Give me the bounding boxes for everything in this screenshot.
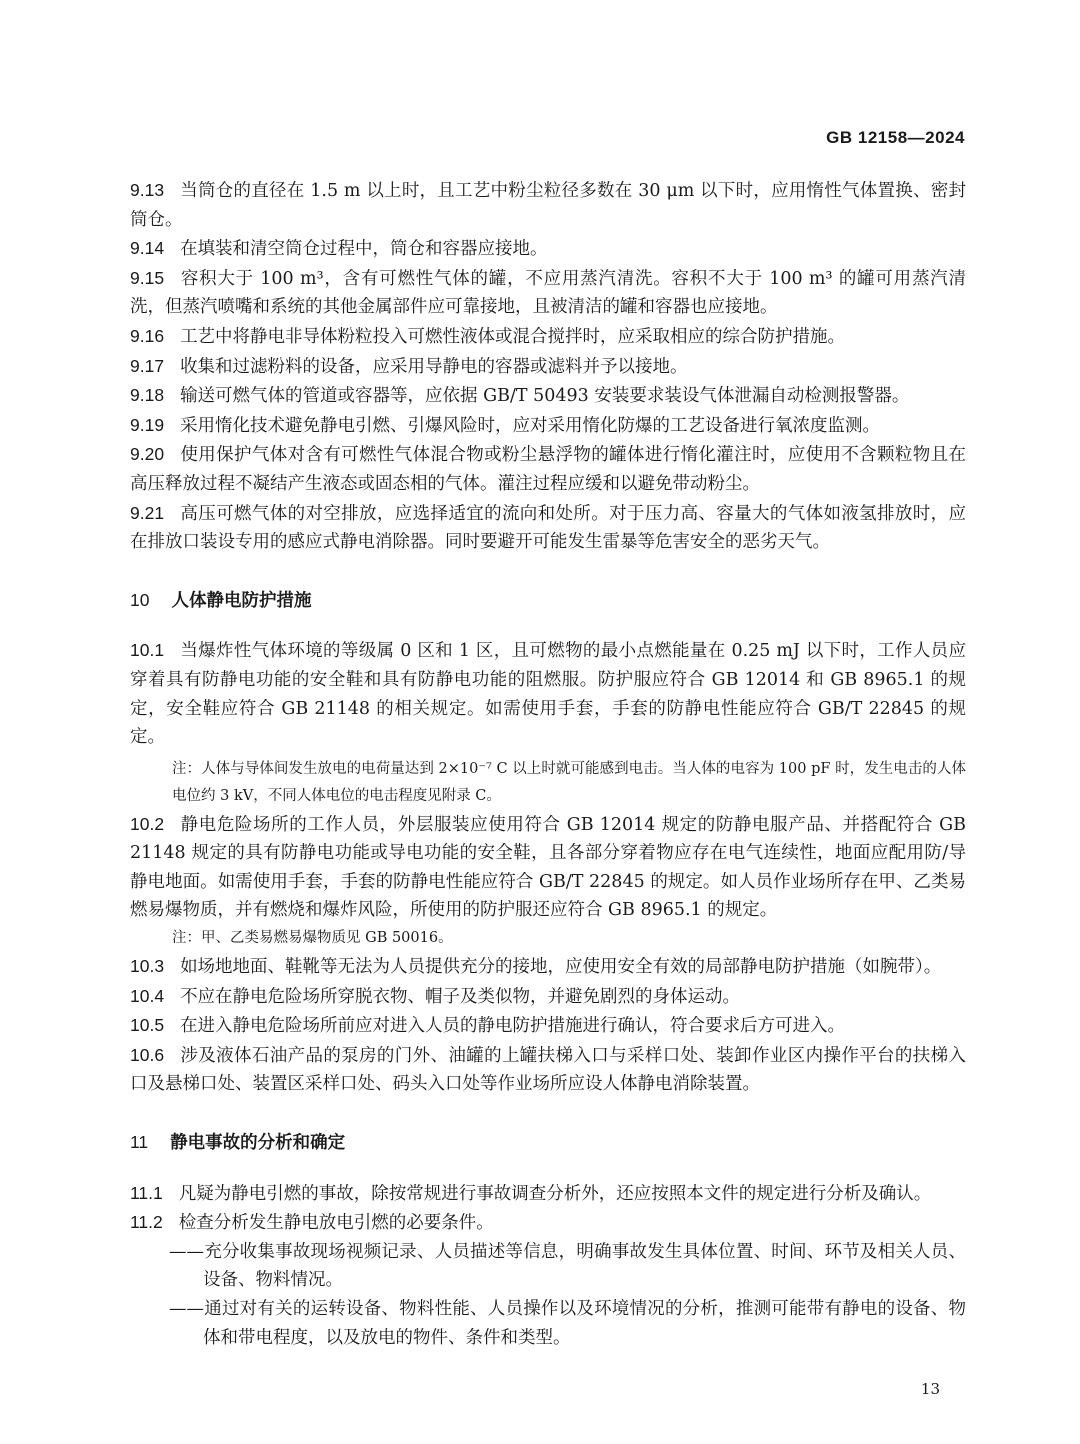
note-label: 注： xyxy=(172,930,201,947)
clause-text: 当爆炸性气体环境的等级属 0 区和 1 区，且可燃物的最小点燃能量在 0.25 mJ 以下时，工作人员应穿着具有防静电功能的安全鞋和具有防静电功能的阻燃服。防护服应符合 GB 12014 和 GB 8965.1 的规定，安全鞋应符合 GB 21148 的相关规定。如需使用手套，手套的防静电性能应符合 GB/T 22845 的规定。 xyxy=(130,641,966,748)
note-10-1 xyxy=(130,756,966,810)
document-code: GB 12158—2024 xyxy=(826,128,965,147)
clause-number: 9.13 xyxy=(130,180,165,200)
clause-text: 输送可燃气体的管道或容器等，应依据 GB/T 50493 安装要求装设气体泄漏自动检测报警器。 xyxy=(180,386,910,407)
clause-text: 如场地地面、鞋靴等无法为人员提供充分的接地，应使用安全有效的局部静电防护措施（如腕带）。 xyxy=(180,957,942,978)
list-item: ——通过对有关的运转设备、物料性能、人员操作以及环境情况的分析，推测可能带有静电的设备、物体和带电程度，以及放电的物件、条件和类型。 xyxy=(169,1299,966,1348)
clause-text: 静电危险场所的工作人员，外层服装应使用符合 GB 12014 规定的防静电服产品、并搭配符合 GB 21148 规定的具有防静电功能或导电功能的安全鞋，且各部分穿着物应存在电气连续性，地面应配用防/导静电地面。如需使用手套，手套的防静电性能应符合 GB/T 22845 的规定。如人员作业场所存在甲、乙类易燃易爆物质，并有燃烧和爆炸风险，所使用的防护服还应符合 GB 8965.1 的规定。 xyxy=(130,814,966,921)
clause-9-15 xyxy=(130,264,966,322)
list-item: ——充分收集事故现场视频记录、人员描述等信息，明确事故发生具体位置、时间、环节及相关人员、设备、物料情况。 xyxy=(169,1241,966,1291)
note-text: 甲、乙类易燃易爆物质见 GB 50016。 xyxy=(201,930,453,947)
clause-text: 涉及液体石油产品的泵房的门外、油罐的上罐扶梯入口与采样口处、装卸作业区内操作平台的扶梯入口及悬梯口处、装置区采样口处、码头入口处等作业场所应设人体静电消除装置。 xyxy=(130,1045,966,1095)
clause-10-5 xyxy=(130,1011,966,1041)
clause-number: 10.2 xyxy=(130,813,165,834)
clause-text: 不应在静电危险场所穿脱衣物、帽子及类似物，并避免剧烈的身体运动。 xyxy=(180,986,741,1007)
clause-number: 9.21 xyxy=(130,502,165,523)
section-number: 11 xyxy=(130,1132,149,1153)
clause-9-20 xyxy=(130,440,966,498)
clause-text: 当筒仓的直径在 1.5 m 以上时，且工艺中粉尘粒径多数在 30 μm 以下时，应用惰性气体置换、密封筒仓。 xyxy=(130,181,966,230)
clause-number: 10.5 xyxy=(130,1015,165,1036)
section-title: 静电事故的分析和确定 xyxy=(170,1132,346,1153)
clause-number: 9.15 xyxy=(130,267,165,288)
clause-text: 使用保护气体对含有可燃性气体混合物或粉尘悬浮物的罐体进行惰化灌注时，应使用不含颗粒物且在高压释放过程不凝结产生液态或固态相的气体。灌注过程应缓和以避免带动粉尘。 xyxy=(130,445,966,494)
clause-text: 在填装和清空筒仓过程中，筒仓和容器应接地。 xyxy=(180,239,548,260)
clause-text: 容积大于 100 m³，含有可燃性气体的罐，不应用蒸汽清洗。容积不大于 100 m³ 的罐可用蒸汽清洗，但蒸汽喷嘴和系统的其他金属部件应可靠接地，且被清洁的罐和容器也应接地。 xyxy=(130,268,966,318)
page-number: 13 xyxy=(920,1380,940,1398)
clause-number: 9.16 xyxy=(130,325,165,346)
clause-9-18 xyxy=(130,381,966,411)
document-body xyxy=(130,176,966,1352)
clause-10-1 xyxy=(130,636,966,751)
note-10-2 xyxy=(130,925,966,952)
clause-number: 11.2 xyxy=(130,1212,163,1233)
clause-text: 凡疑为静电引燃的事故，除按常规进行事故调查分析外，还应按照本文件的规定进行分析及确认。 xyxy=(178,1183,932,1204)
clause-10-4 xyxy=(130,982,966,1012)
note-label: 注： xyxy=(172,760,202,777)
clause-10-6 xyxy=(130,1041,966,1099)
clause-9-17 xyxy=(130,352,966,382)
clause-number: 9.20 xyxy=(130,444,165,465)
clause-number: 10.1 xyxy=(130,640,165,661)
clause-text: 采用惰化技术避免静电引燃、引爆风险时，应对采用惰化防爆的工艺设备进行氧浓度监测。 xyxy=(180,415,881,436)
clause-number: 9.14 xyxy=(130,238,165,259)
clause-9-21 xyxy=(130,499,966,557)
clause-number: 9.18 xyxy=(130,385,165,406)
clause-9-13 xyxy=(130,176,966,234)
note-text: 人体与导体间发生放电的电荷量达到 2×10⁻⁷ C 以上时就可能感到电击。当人体的电容为 100 pF 时，发生电击的人体电位约 3 kV，不同人体电位的电击程度见附录 C。 xyxy=(172,760,967,804)
clause-9-16 xyxy=(130,322,966,352)
clause-9-19 xyxy=(130,411,966,441)
section-number: 10 xyxy=(130,589,150,610)
clause-number: 9.17 xyxy=(130,355,165,376)
clause-text: 在进入静电危险场所前应对进入人员的静电防护措施进行确认，符合要求后方可进入。 xyxy=(180,1016,846,1037)
clause-number: 9.19 xyxy=(130,414,165,435)
section-10-heading xyxy=(130,586,966,615)
clause-11-2 xyxy=(130,1208,966,1238)
clause-number: 10.6 xyxy=(130,1044,165,1065)
clause-text: 高压可燃气体的对空排放，应选择适宜的流向和处所。对于压力高、容量大的气体如液氢排放时，应在排放口装设专用的感应式静电消除器。同时要避开可能发生雷暴等危害安全的恶劣天气。 xyxy=(130,503,966,553)
clause-number: 10.4 xyxy=(130,985,165,1006)
clause-number: 11.1 xyxy=(130,1182,163,1203)
clause-text: 检查分析发生静电放电引燃的必要条件。 xyxy=(178,1213,494,1234)
clause-10-3 xyxy=(130,952,966,982)
section-title: 人体静电防护措施 xyxy=(171,589,312,610)
section-11-heading xyxy=(130,1128,966,1157)
clause-number: 10.3 xyxy=(130,956,165,977)
clause-text: 收集和过滤粉料的设备，应采用导静电的容器或滤料并予以接地。 xyxy=(180,356,688,377)
clause-9-14 xyxy=(130,234,966,264)
clause-10-2 xyxy=(130,810,966,925)
clause-11-1 xyxy=(130,1179,966,1209)
clause-text: 工艺中将静电非导体粉粒投入可燃性液体或混合搅拌时，应采取相应的综合防护措施。 xyxy=(180,326,846,347)
